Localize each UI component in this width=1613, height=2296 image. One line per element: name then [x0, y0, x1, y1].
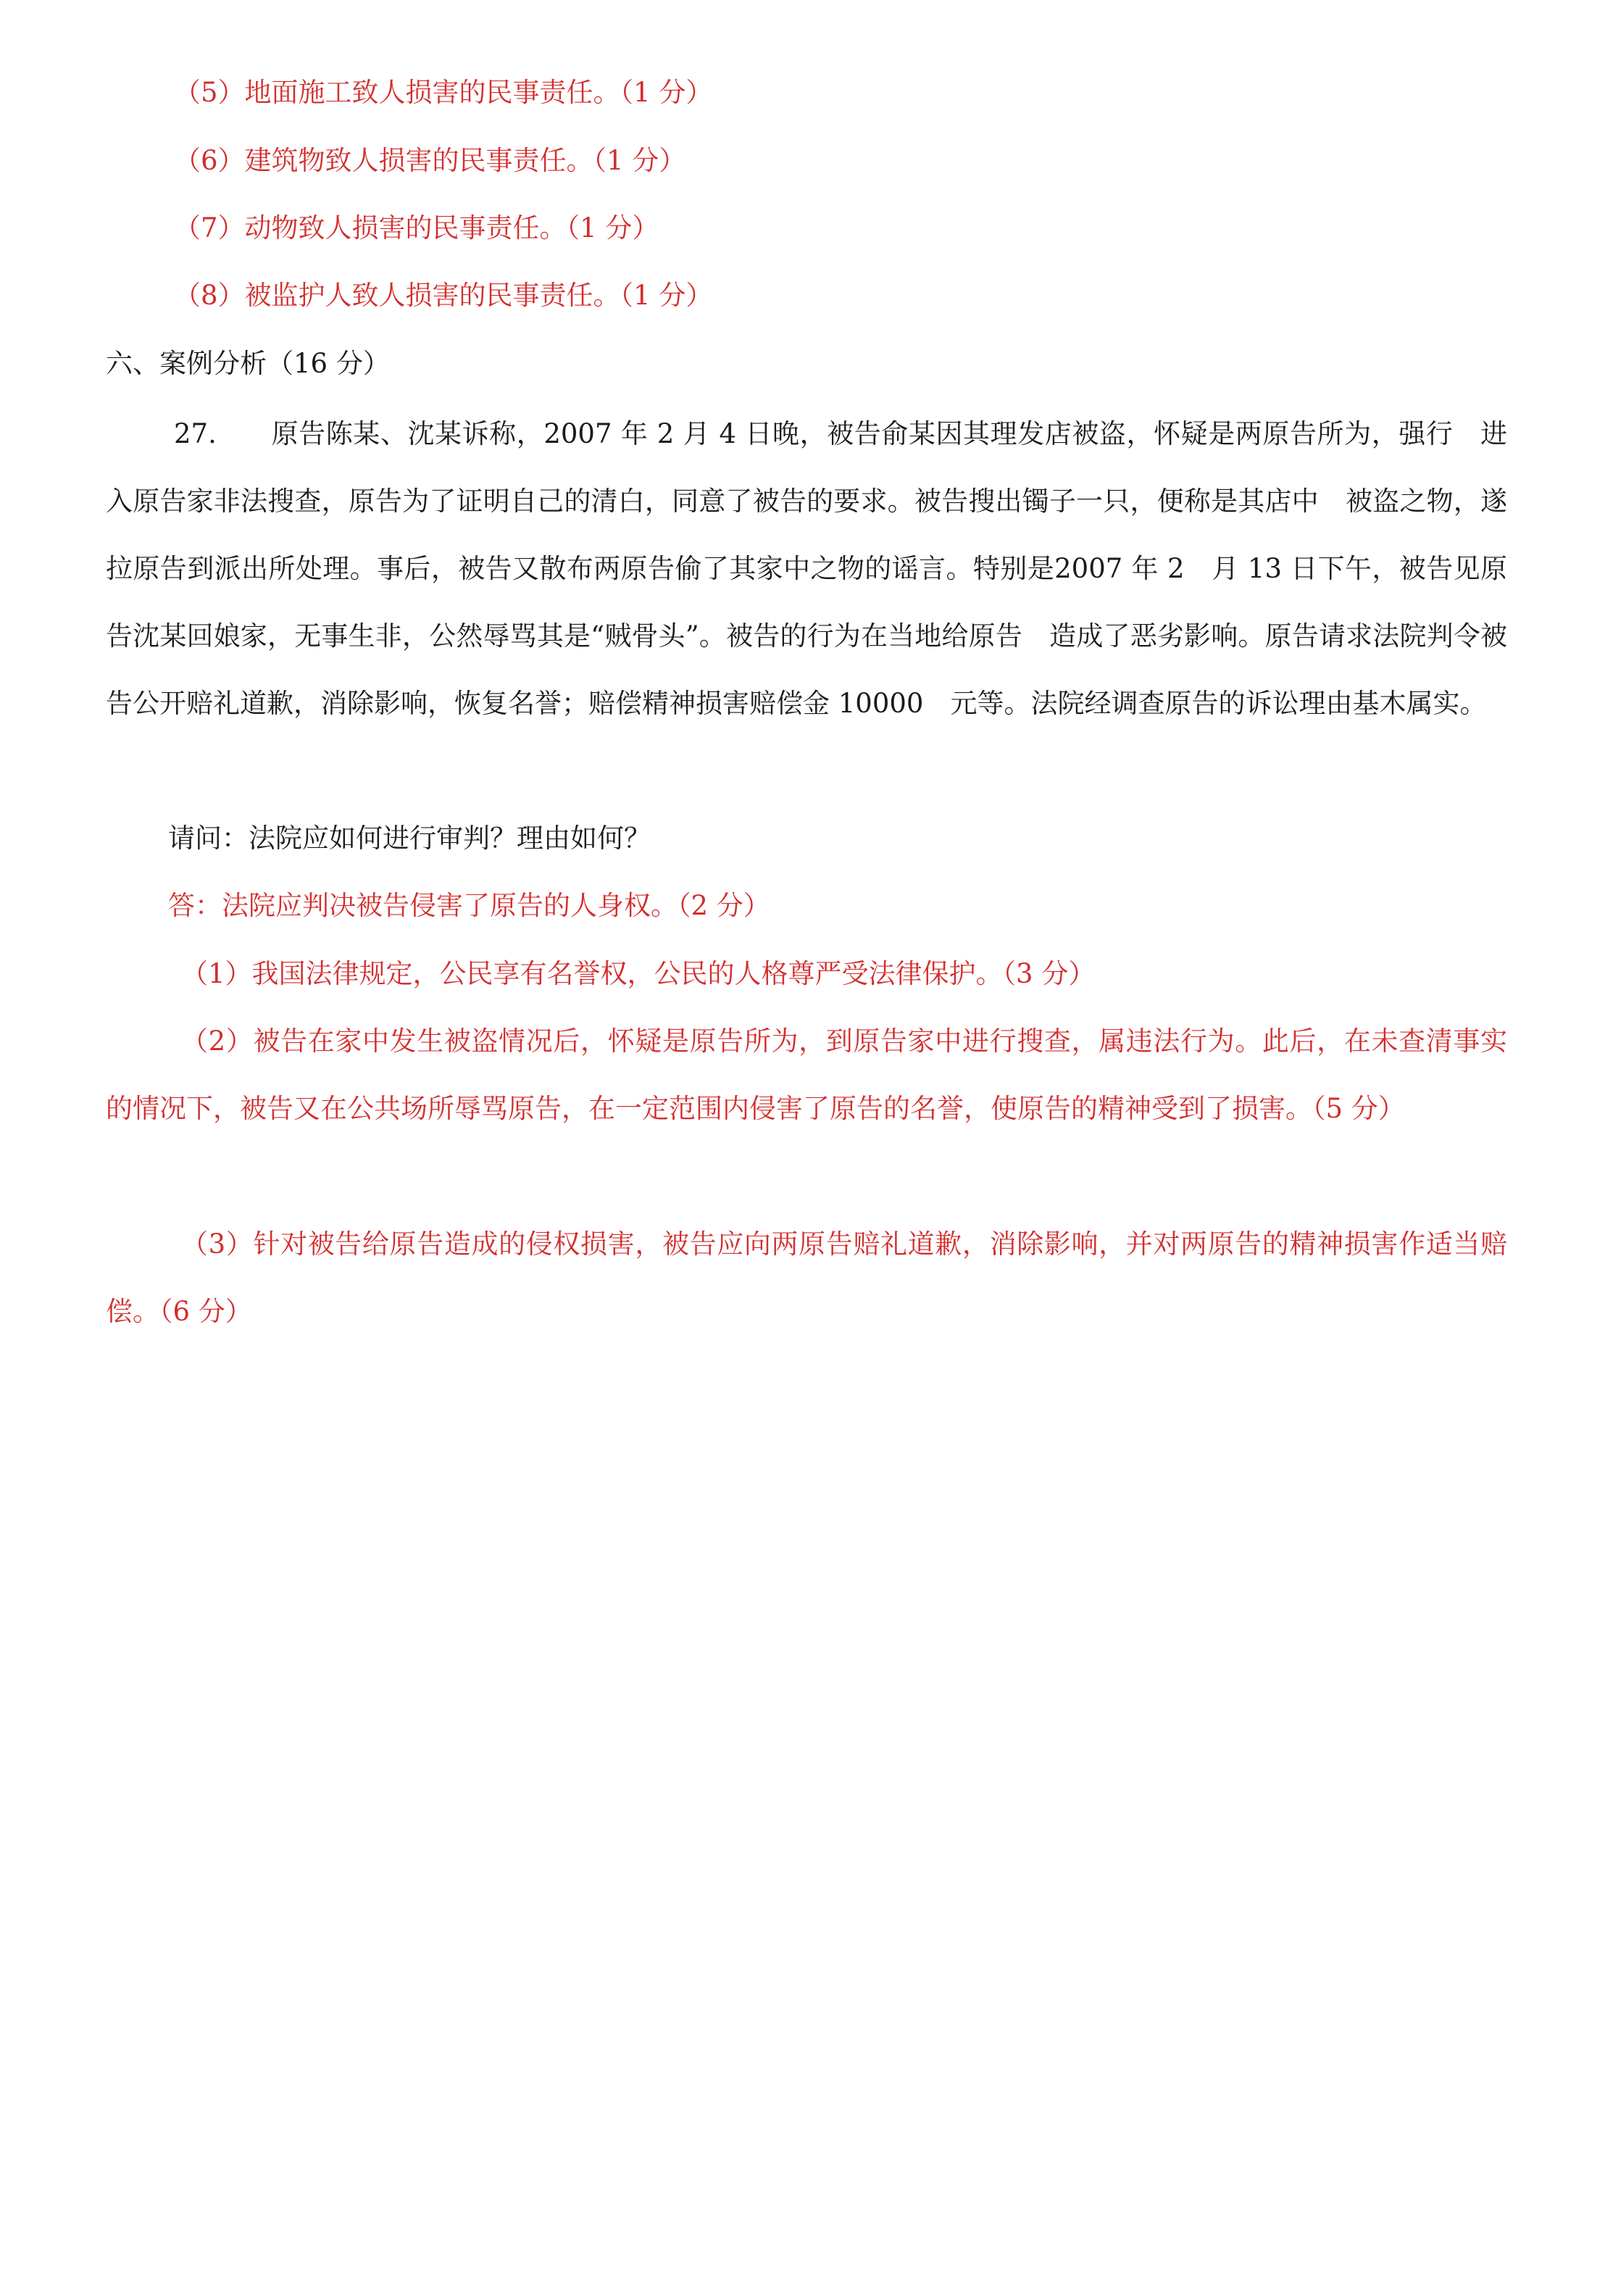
answer-item-6: （6）建筑物致人损害的民事责任。（1 分） [174, 145, 686, 176]
section-title: 六、案例分析（16 分） [106, 348, 390, 379]
answer-intro: 答：法院应判决被告侵害了原告的人身权。（2 分） [168, 890, 770, 921]
answer-point-2: （2）被告在家中发生被盗情况后，怀疑是原告所为，到原告家中进行搜查，属违法行为。此后，在未查清事实的情况下，被告又在公共场所辱骂原告，在一定范围内侵害了原告的名誉，使原告的精神受到了损害。（5 分） [106, 1026, 1507, 1124]
answer-item-7: （7）动物致人损害的民事责任。（1 分） [174, 212, 659, 244]
answer-point-3: （3）针对被告给原告造成的侵权损害，被告应向两原告赔礼道歉，消除影响，并对两原告的精神损害作适当赔偿。（6 分） [106, 1228, 1507, 1327]
question-text: 请问：法院应如何进行审判？理由如何？ [168, 823, 651, 854]
answer-point-1: （1）我国法律规定，公民享有名誉权，公民的人格尊严受法律保护。（3 分） [181, 958, 1096, 989]
case-text: 27. 原告陈某、沈某诉称，2007 年 2 月 4 日晚，被告俞某因其理发店被盗，怀疑是两原告所为，强行 进入原告家非法搜查，原告为了证明自己的清白，同意了被告的要求。被告搜出镯子一只，便称是其店中 被盗之物，遂拉原告到派出所处理。事后，被告又散布两原告偷了其家中之物的谣言。特别是2007 年 2 月 13 日下午，被告见原告沈某回娘家，无事生非，公然辱骂其是“贼骨头”。被告的行为在当地给原告 造成了恶劣影响。原告请求法院判令被告公开赔礼道歉，消除影响，恢复名誉；赔偿精神损害赔偿金 10000 元等。法院经调查原告的诉讼理由基木属实。 [106, 418, 1507, 719]
answer-item-8: （8）被监护人致人损害的民事责任。（1 分） [174, 280, 713, 311]
answer-item-5: （5）地面施工致人损害的民事责任。（1 分） [174, 77, 713, 108]
